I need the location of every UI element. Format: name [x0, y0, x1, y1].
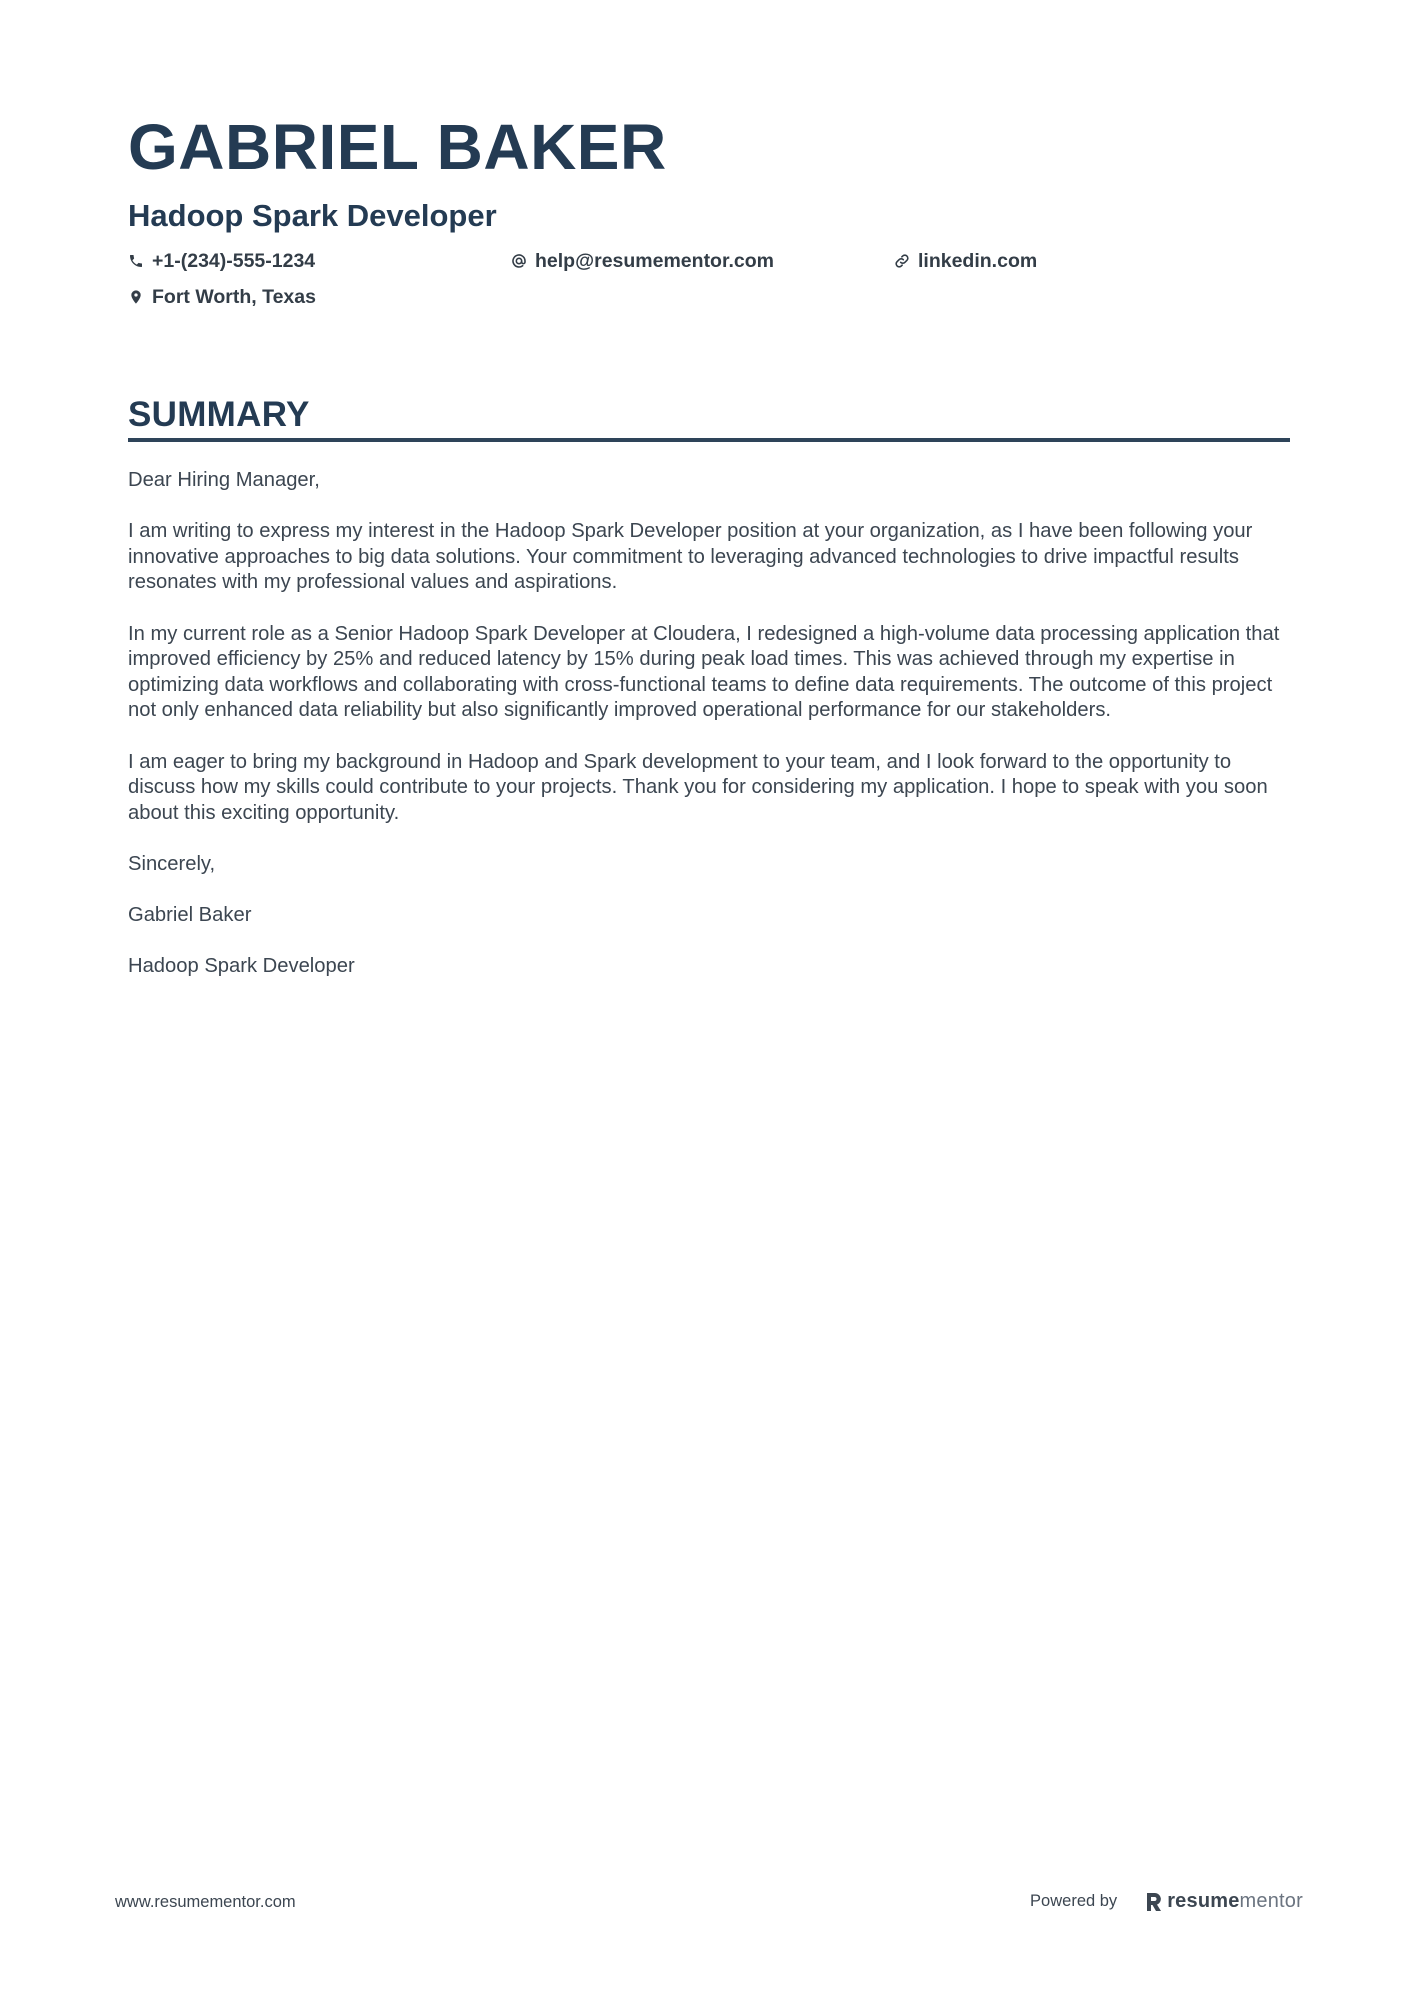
brand-bold: resume [1167, 1890, 1240, 1912]
footer-website: www.resumementor.com [115, 1893, 296, 1911]
contact-info [128, 242, 1290, 312]
section-heading: SUMMARY [128, 395, 310, 434]
section-divider [128, 438, 1290, 442]
brand-logo [1145, 1890, 1303, 1913]
phone-icon [128, 253, 144, 269]
letter-body [128, 468, 1290, 980]
paragraph-2: In my current role as a Senior Hadoop Spark Developer at Cloudera, I redesigned a high-volume data processing application that improved efficiency by 25% and reduced latency by 15% during peak load times. This was achieved through my expertise in optimizing data workflows and collaborating with cross-functional teams to define data requirements. The outcome of this project not only enhanced data reliability but also significantly improved operational performance for our stakeholders. [128, 622, 1280, 722]
paragraph-1: I am writing to express my interest in the Hadoop Spark Developer position at your organization, as I have been following your innovative approaches to big data solutions. Your commitment to leveraging advanced technologies to drive impactful results resonates with my professional values and aspirations. [128, 520, 1253, 594]
email-text: help@resumementor.com [535, 250, 774, 272]
signature-name: Gabriel Baker [128, 904, 252, 927]
closing: Sincerely, [128, 852, 216, 875]
resumementor-logo-icon [1145, 1892, 1163, 1912]
contact-email [511, 248, 774, 274]
contact-phone [128, 248, 315, 274]
signature-title: Hadoop Spark Developer [128, 955, 355, 978]
powered-by-label: Powered by [1030, 1892, 1118, 1910]
location-text: Fort Worth, Texas [152, 286, 316, 308]
footer-branding [1030, 1890, 1303, 1913]
contact-link [894, 248, 1037, 274]
job-title: Hadoop Spark Developer [128, 198, 497, 233]
brand-light: mentor [1239, 1890, 1303, 1912]
map-pin-icon [128, 289, 144, 305]
candidate-name: GABRIEL BAKER [128, 111, 667, 183]
cover-letter-page [128, 110, 1290, 1005]
phone-text: +1-(234)-555-1234 [152, 250, 316, 272]
link-icon [894, 253, 910, 269]
at-icon [511, 253, 527, 269]
contact-location [128, 284, 316, 310]
link-text: linkedin.com [918, 250, 1038, 272]
paragraph-3: I am eager to bring my background in Hadoop and Spark development to your team, and I look forward to the opportunity to discuss how my skills could contribute to your projects. Thank you for considering my application. I hope to speak with you soon about this exciting opportunity. [128, 750, 1268, 824]
salutation: Dear Hiring Manager, [128, 469, 320, 491]
